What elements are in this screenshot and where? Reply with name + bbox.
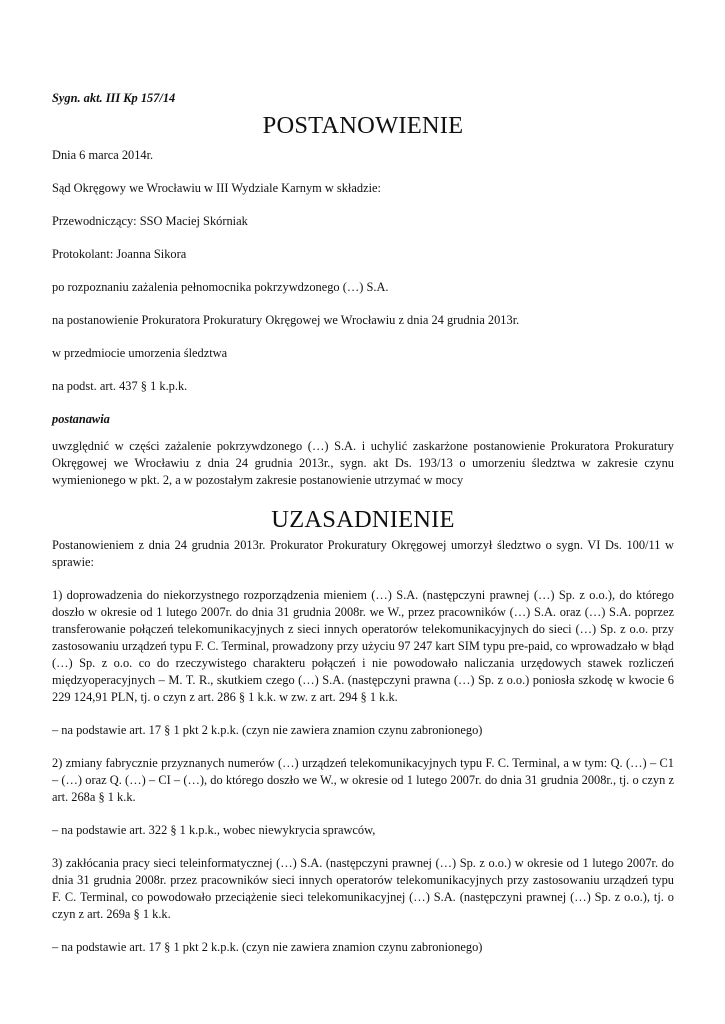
document-page <box>52 90 674 972</box>
ruling-keyword: postanawia <box>52 412 110 426</box>
subject-line: w przedmiocie umorzenia śledztwa <box>52 346 228 360</box>
legal-basis-line: na podst. art. 437 § 1 k.p.k. <box>52 379 188 393</box>
point-2-basis: – na podstawie art. 322 § 1 k.p.k., wobec niewykrycia sprawców, <box>52 823 376 837</box>
point-3-basis: – na podstawie art. 17 § 1 pkt 2 k.p.k. (czyn nie zawiera znamion czynu zabronionego) <box>52 940 483 954</box>
complaint-line: po rozpoznaniu zażalenia pełnomocnika pokrzywdzonego (…) S.A. <box>52 280 389 294</box>
court-line: Sąd Okręgowy we Wrocławiu w III Wydziale Karnym w składzie: <box>52 181 381 195</box>
point-1-paragraph: 1) doprowadzenia do niekorzystnego rozporządzenia mieniem (…) S.A. (następczyni prawnej (…) Sp. z o.o.), do którego doszło w okresie od 1 lutego 2007r. do dnia 31 grudnia 2008r. we W., przez pracowników (…) S.A. oraz (…) S.A. poprzez transferowanie połączeń telekomunikacyjnych z sieci innych operatorów telekomunikacyjnych do sieci (…) Sp. z o.o. przy zastosowaniu urządzeń typu F. C. Terminal, prowadzony przy użyciu 97 247 kart SIM typu pre-paid, co wprowadzało w błąd (…) Sp. z o.o. co do rzeczywistego charakteru połączeń i nie powodowało naliczania urzędowych stawek rozliczeń międzyoperacyjnych – M. T. R., skutkiem czego (…) S.A. (następczyni prawna (…) Sp. z o.o.) poniosła szkodę w kwocie 6 229 124,91 PLN, tj. o czyn z art. 286 § 1 k.k. w zw. z art. 294 § 1 k.k. <box>52 588 674 704</box>
point-2-paragraph: 2) zmiany fabrycznie przyznanych numerów (…) urządzeń telekomunikacyjnych typu F. C. Terminal, a w tym: Q. (…) – C1 – (…) oraz Q. (…) – CI – (…), do którego doszło we W., w okresie od 1 lutego 2007r. do dnia 31 grudnia 2008r., tj. o czyn z art. 268a § 1 k.k. <box>52 756 674 804</box>
chair-line: Przewodniczący: SSO Maciej Skórniak <box>52 214 248 228</box>
case-signature: Sygn. akt. III Kp 157/14 <box>52 91 176 105</box>
justification-title: UZASADNIENIE <box>271 506 455 533</box>
date-line: Dnia 6 marca 2014r. <box>52 148 154 162</box>
ruling-paragraph: uwzględnić w części zażalenie pokrzywdzonego (…) S.A. i uchylić zaskarżone postanowienie Prokuratora Prokuratury Okręgowej we Wrocławiu z dnia 24 grudnia 2013r., sygn. akt Ds. 193/13 o umorzeniu śledztwa w zakresie czynu wymienionego w pkt. 2, a w pozostałym zakresie postanowienie utrzymać w mocy <box>52 439 674 487</box>
justification-intro: Postanowieniem z dnia 24 grudnia 2013r. Prokurator Prokuratury Okręgowej umorzył śledztwo o sygn. VI Ds. 100/11 w sprawie: <box>52 538 674 569</box>
decision-reference-line: na postanowienie Prokuratora Prokuratury Okręgowej we Wrocławiu z dnia 24 grudnia 2013r. <box>52 313 520 327</box>
clerk-line: Protokolant: Joanna Sikora <box>52 247 187 261</box>
point-3-paragraph: 3) zakłócania pracy sieci teleinformatycznej (…) S.A. (następczyni prawnej (…) Sp. z o.o.) w okresie od 1 lutego 2007r. do dnia 31 grudnia 2008r. przez pracowników sieci innych operatorów telekomunikacyjnych przy zastosowaniu urządzeń typu F. C. Terminal, co powodowało przeciążenie sieci telekomunikacyjnej (…) S.A. (następczyni prawnej (…) Sp. z o.o.), tj. o czyn z art. 269a § 1 k.k. <box>52 856 674 921</box>
point-1-basis: – na podstawie art. 17 § 1 pkt 2 k.p.k. (czyn nie zawiera znamion czynu zabronionego) <box>52 723 483 737</box>
document-title: POSTANOWIENIE <box>262 112 464 139</box>
